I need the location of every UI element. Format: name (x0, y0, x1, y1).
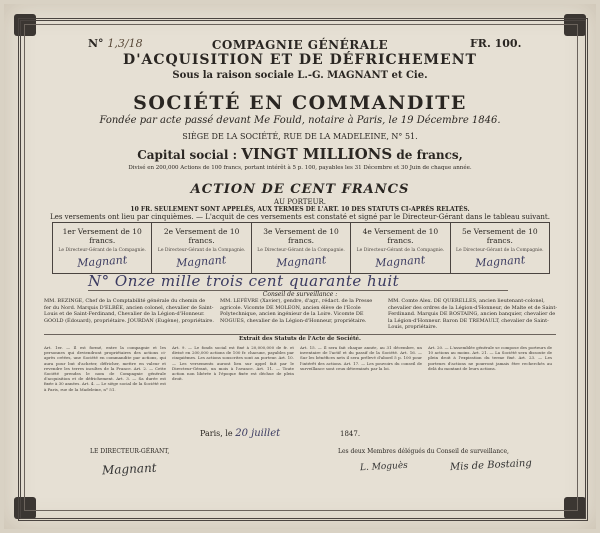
company-purpose: D'ACQUISITION ET DE DÉFRICHEMENT (123, 52, 477, 68)
headquarters: SIÈGE DE LA SOCIÉTÉ, RUE DE LA MADELEINE, N° 51. (182, 132, 418, 141)
company-name: COMPAGNIE GÉNÉRALE (211, 38, 389, 52)
council-members-col2: MM. LEFÈVRE (Xavier), gendre, d'agr., rédact. de la Presse agricole. Vicomte DE MOLEON, ancien élève de l'Ecole Polytechnique, ancien ingénieur de la Loire. Vicomte DE NOGUES, chevalier de la Légion-d'Honneur, propriétaire. (220, 298, 373, 324)
payment-signature: Magnant (474, 253, 526, 270)
payment-signature: Magnant (176, 253, 228, 270)
payment-signature: Magnant (275, 253, 327, 270)
statutes-title: Extrait des Statuts de l'Acte de Société. (239, 336, 361, 342)
number-label: N° (88, 37, 104, 50)
payment-sublabel: Le Directeur-Gérant de la Compagnie. (257, 248, 345, 253)
society-type: SOCIÉTÉ EN COMMANDITE (133, 92, 467, 114)
divider (44, 334, 556, 335)
payment-table (52, 222, 550, 274)
action-title: ACTION DE CENT FRANCS (190, 182, 410, 197)
payment-label: 2e Versement de 10 francs. (163, 227, 240, 245)
number-value: 1,3/18 (107, 37, 143, 50)
payment-label: 5e Versement de 10 francs. (462, 227, 538, 245)
payment-label: 1er Versement de 10 francs. (62, 227, 142, 245)
raison-sociale: Sous la raison sociale L.-G. MAGNANT et Cie. (172, 70, 428, 81)
issue-year: 1847. (340, 430, 361, 438)
payment-cell (451, 223, 549, 273)
capital-detail: Divisé en 200,000 Actions de 100 francs, portant intérêt à 5 p. 100, payables les 31 Décembre et 30 Juin de chaque année. (128, 165, 472, 171)
director-signature: Magnant (101, 460, 157, 478)
date-handwritten: 20 juillet (235, 428, 281, 439)
payment-sublabel: Le Directeur-Gérant de la Compagnie. (456, 248, 544, 253)
denomination: FR. 100. (470, 37, 522, 50)
payment-signature: Magnant (375, 253, 426, 270)
payment-cell (152, 223, 251, 273)
payments-note: Les versements ont lieu par cinquièmes. — L'acquit de ces versements est constaté et signé par le Directeur-Gérant dans le tableau suivant. (50, 213, 550, 221)
handwritten-number: N° Onze mille trois cent quarante huit (88, 272, 508, 291)
issue-date (200, 428, 280, 439)
council-title: Conseil de surveillance : (262, 291, 338, 298)
director-label: LE DIRECTEUR-GÉRANT, (90, 448, 170, 455)
payment-label: 3e Versement de 10 francs. (263, 227, 339, 245)
statutes-col1: Art. 1er. — Il est formé, entre la compagnie et les personnes qui deviendront propriétaires des actions ci-après créées, une Société en commandite par actions, qui aura pour but d'acheter, défricher, mettre en valeur et revendre les terres incultes de la France. Art. 2. — Cette Société prendra le nom de Compagnie générale d'acquisition et de défrichement. Art. 3. — Sa durée est fixée à 30 années. Art. 4. — Le siège social de la Société est à Paris, rue de la Madeleine, n° 51. (44, 345, 166, 392)
payment-sublabel: Le Directeur-Gérant de la Compagnie. (58, 248, 146, 253)
council-members-col3: MM. Comte Alex. DE QUERELLES, ancien lieutenant-colonel, chevalier des ordres de la Légion-d'Honneur, de Malte et de Saint-Ferdinand. Marquis DE BOSTAING, ancien banquier, chevalier de la Légion-d'Honneur. Baron DE TREMAULT, chevalier de Saint-Louis, propriétaire. (388, 298, 558, 331)
statutes-col2: Art. 9. — Le fonds social est fixé à 20,000,000 de fr. et divisé en 200,000 actions de 100 fr. chacune, payables par cinquièmes. Les actions souscrites sont au porteur. Art. 10. — Les versements auront lieu sur appel fait par le Directeur-Gérant, un mois à l'avance. Art. 11. — Toute action non libérée à l'époque fixée est déchue de plein droit. (172, 345, 294, 382)
capital-amount: VINGT MILLIONS (241, 145, 393, 163)
payment-cell (252, 223, 351, 273)
payment-sublabel: Le Directeur-Gérant de la Compagnie. (356, 248, 445, 253)
statutes-col4: Art. 20. — L'assemblée générale se compose des porteurs de 10 actions au moins. Art. 21. — La Société sera dissoute de plein droit à l'expiration du terme fixé. Art. 23. — Les porteurs d'actions ne pourront jamais être recherchés au delà du montant de leurs actions. (428, 345, 552, 371)
called-amount: 10 FR. SEULEMENT SONT APPELÉS, AUX TERMES DE L'ART. 10 DES STATUTS CI-APRÈS RELATÉS. (130, 206, 470, 213)
bearer-label: AU PORTEUR. (274, 198, 326, 206)
statutes-col3: Art. 15. — Il sera fait chaque année, au 31 décembre, un inventaire de l'actif et du passif de la Société. Art. 16. — Sur les bénéfices nets il sera prélevé d'abord 5 p. 100 pour l'intérêt des actions. Art. 17. — Les pouvoirs du conseil de surveillance sont ceux déterminés par la loi. (300, 345, 422, 371)
member-signature-1: L. Moguès (359, 460, 409, 474)
payment-cell (53, 223, 152, 273)
capital-suffix: de francs, (396, 148, 463, 162)
payment-label: 4e Versement de 10 francs. (362, 227, 439, 245)
date-place: Paris, le (200, 429, 233, 438)
capital-prefix: Capital social : (137, 148, 238, 162)
capital-line (40, 145, 560, 163)
payment-sublabel: Le Directeur-Gérant de la Compagnie. (157, 248, 246, 253)
founding-statement: Fondée par acte passé devant Me Fould, notaire à Paris, le 19 Décembre 1846. (99, 115, 501, 126)
member-signature-2: Mis de Bostaing (449, 457, 533, 474)
surveillance-label: Les deux Membres délégués du Conseil de surveillance, (338, 448, 509, 455)
council-members-col1: MM. BEZINGE, Chef de la Comptabilité générale du chemin de fer du Nord. Marquis D'ELBÉE, ancien colonel, chevalier de Saint-Louis et de Saint-Ferdinand, Chevalier de la Légion-d'Honneur. GOOLD (Édouard), propriétaire. JOURDAN (Eugène), propriétaire. (44, 298, 214, 324)
payment-signature: Magnant (76, 253, 128, 270)
payment-cell (351, 223, 450, 273)
